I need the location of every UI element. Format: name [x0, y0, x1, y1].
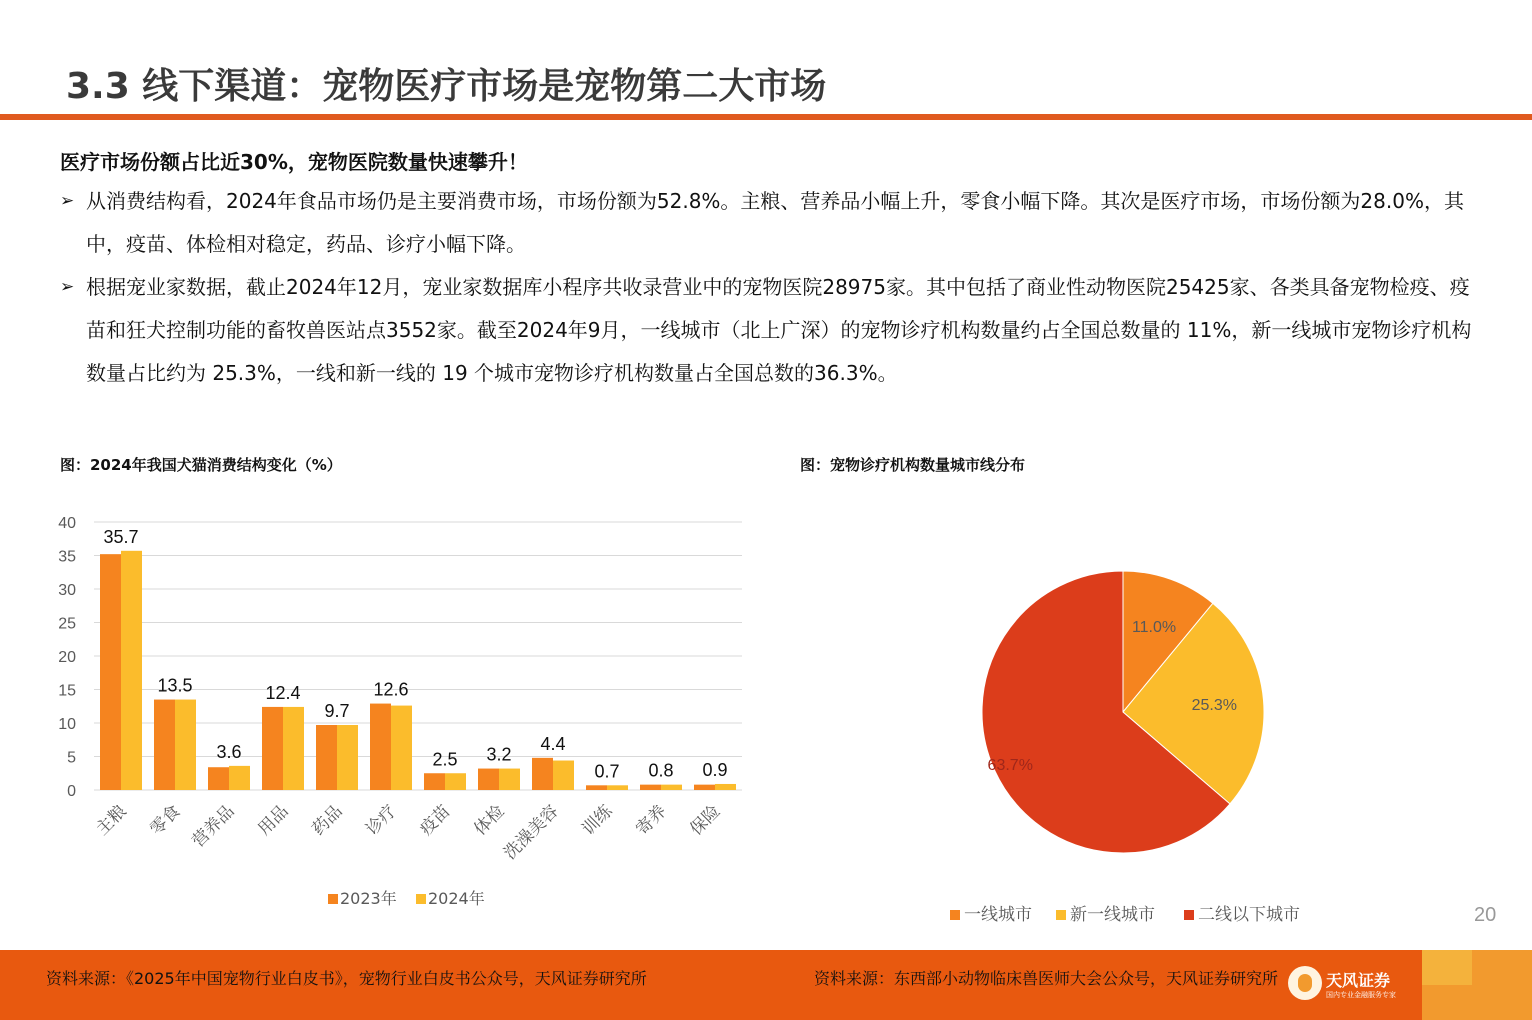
- legend-swatch: [950, 910, 960, 920]
- page-title: 3.3 线下渠道：宠物医疗市场是宠物第二大市场: [66, 66, 827, 107]
- bullet-text: 从消费结构看，2024年食品市场仍是主要消费市场，市场份额为52.8%。主粮、营养品小幅上升，零食小幅下降。其次是医疗市场，市场份额为28.0%，其中，疫苗、体检相对稳定，药品、诊疗小幅下降。: [86, 189, 1464, 256]
- legend-label: 新一线城市: [1070, 905, 1155, 925]
- bar-2023: [694, 785, 715, 790]
- data-label: 0.8: [648, 760, 674, 781]
- bar-2023: [316, 725, 337, 790]
- flower-logo-icon: [1288, 966, 1322, 1000]
- y-tick-label: 35: [58, 548, 76, 566]
- y-tick-label: 5: [67, 749, 76, 767]
- bar-2023: [640, 785, 661, 790]
- legend-label: 二线以下城市: [1198, 905, 1300, 925]
- bar-2024: [229, 766, 250, 790]
- legend-label: 2024年: [428, 889, 485, 908]
- bar-2023: [370, 704, 391, 790]
- footer-decoration-tile: [1422, 950, 1472, 985]
- y-tick-label: 40: [58, 515, 76, 532]
- data-label: 4.4: [540, 733, 566, 754]
- x-category-label: 训练: [578, 801, 617, 840]
- x-category-label: 寄养: [632, 801, 671, 840]
- y-tick-label: 25: [58, 615, 76, 633]
- bar-2024: [391, 706, 412, 790]
- bar-2023: [424, 773, 445, 790]
- y-tick-label: 30: [58, 582, 76, 599]
- title-divider: [0, 114, 1532, 120]
- bar-2023: [586, 785, 607, 790]
- logo-text: 天风证券: [1326, 971, 1391, 990]
- bullet-text: 根据宠业家数据，截止2024年12月，宠业家数据库小程序共收录营业中的宠物医院28975家。其中包括了商业性动物医院25425家、各类具备宠物检疫、疫苗和狂犬控制功能的畜牧兽医站点3552家。截至2024年9月，一线城市（北上广深）的宠物诊疗机构数量约占全国总数量的 11%，新一线城市宠物诊疗机构数量占比约为 25.3%，一线和新一线的 19 个城市宠物诊疗机构数量占全国总数的36.3%。: [86, 275, 1472, 385]
- pie-label: 11.0%: [1131, 618, 1177, 636]
- figure-caption-clinics: 图：宠物诊疗机构数量城市线分布: [800, 456, 1026, 474]
- arrow-bullet-icon: ➢: [60, 277, 75, 297]
- x-category-label: 用品: [254, 801, 293, 840]
- bar-2023: [532, 758, 553, 790]
- arrow-bullet-icon: ➢: [60, 191, 75, 211]
- bar-2024: [121, 551, 142, 790]
- y-tick-label: 20: [58, 649, 76, 666]
- data-label: 0.9: [702, 759, 728, 780]
- pie-label: 25.3%: [1191, 697, 1238, 715]
- page-number: 20: [1474, 904, 1497, 926]
- bar-2023: [100, 554, 121, 790]
- bar-2024: [445, 773, 466, 790]
- title-bar: [0, 0, 1532, 114]
- section-subtitle: 医疗市场份额占比近30%，宠物医院数量快速攀升！: [60, 150, 528, 174]
- x-category-label: 药品: [308, 801, 347, 840]
- clinic-pie-chart: [930, 540, 1350, 940]
- data-label: 12.4: [265, 682, 301, 703]
- bar-2024: [283, 707, 304, 790]
- bar-2024: [661, 785, 682, 790]
- data-label: 3.6: [216, 741, 242, 762]
- x-category-label: 主粮: [92, 801, 131, 840]
- legend-swatch: [416, 894, 426, 904]
- tianfeng-logo: [1288, 962, 1398, 1006]
- pie-label: 63.7%: [987, 756, 1033, 774]
- bar-2024: [175, 700, 196, 790]
- x-category-label: 体检: [470, 801, 509, 840]
- y-tick-label: 10: [58, 716, 76, 733]
- x-category-label: 保险: [686, 801, 725, 840]
- data-label: 12.6: [373, 679, 409, 700]
- legend-swatch: [1056, 910, 1066, 920]
- x-category-label: 零食: [146, 801, 185, 840]
- data-label: 35.7: [103, 526, 139, 547]
- legend-label: 一线城市: [964, 905, 1032, 925]
- x-category-label: 疫苗: [416, 801, 455, 840]
- legend-label: 2023年: [340, 889, 397, 908]
- x-category-label: 洗澡美容: [500, 801, 563, 864]
- x-category-label: 诊疗: [362, 801, 401, 840]
- data-label: 3.2: [486, 744, 512, 765]
- y-tick-label: 0: [67, 783, 76, 800]
- legend-swatch: [1184, 910, 1194, 920]
- logo-subtext: 国内专业金融服务专家: [1326, 991, 1396, 999]
- data-label: 13.5: [157, 675, 193, 696]
- legend-swatch: [328, 894, 338, 904]
- x-category-label: 营养品: [188, 801, 239, 852]
- bar-2023: [262, 707, 283, 790]
- source-note-right: 资料来源：东西部小动物临床兽医师大会公众号，天风证券研究所: [814, 969, 1279, 988]
- bar-2023: [208, 767, 229, 790]
- bar-2024: [607, 785, 628, 790]
- data-label: 0.7: [594, 761, 620, 782]
- figure-caption-consumption: 图：2024年我国犬猫消费结构变化（%）: [60, 456, 342, 474]
- bar-2024: [553, 761, 574, 790]
- source-note-left: 资料来源：《2025年中国宠物行业白皮书》，宠物行业白皮书公众号，天风证券研究所: [46, 969, 647, 988]
- y-tick-label: 15: [58, 682, 76, 700]
- data-label: 2.5: [432, 749, 458, 770]
- data-label: 9.7: [324, 701, 350, 722]
- bar-2024: [715, 784, 736, 790]
- bar-2023: [154, 700, 175, 790]
- bar-2024: [337, 725, 358, 790]
- bar-2023: [478, 769, 499, 790]
- consumption-bar-chart: [44, 500, 754, 930]
- bar-2024: [499, 769, 520, 790]
